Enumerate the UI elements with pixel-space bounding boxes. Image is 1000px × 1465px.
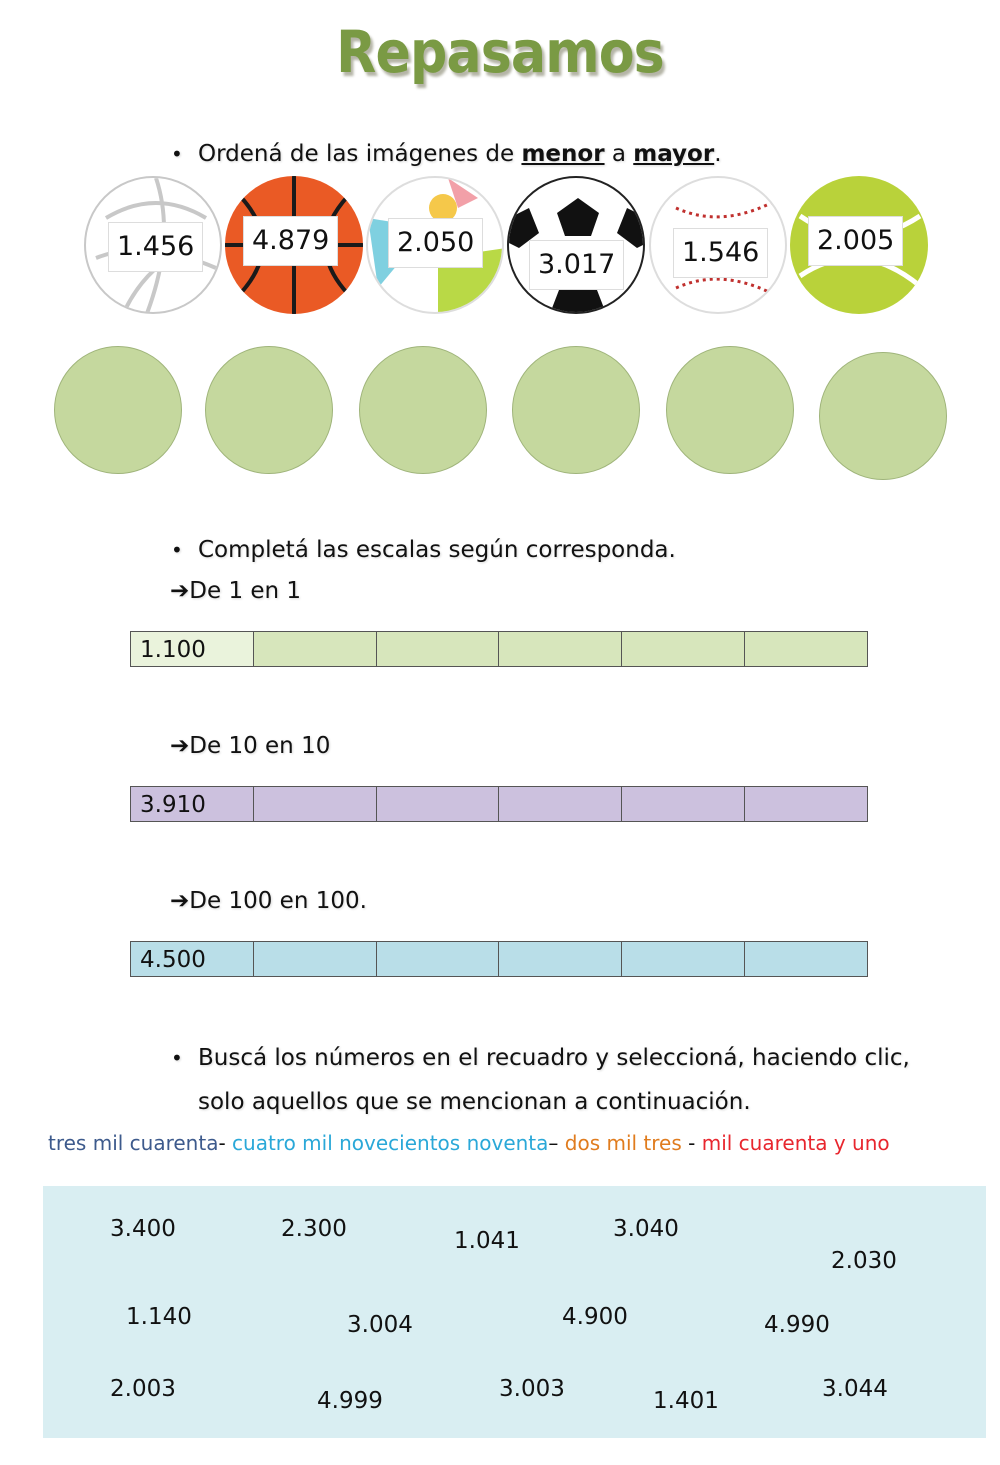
scale-input[interactable] [622, 942, 745, 976]
scale-input[interactable] [377, 787, 500, 821]
number-option[interactable]: 3.400 [110, 1216, 176, 1242]
scale-row [130, 786, 868, 822]
page-title: Repasamos [336, 18, 664, 86]
instruction-order: • Ordená de las imágenes de menor a mayor. [198, 132, 722, 176]
instruction-scales: • Completá las escalas según corresponda. [198, 528, 676, 572]
scale-input[interactable] [254, 787, 377, 821]
prompt-text: cuatro mil novecientos noventa [232, 1131, 549, 1155]
number-option[interactable]: 2.300 [281, 1216, 347, 1242]
number-option[interactable]: 4.990 [764, 1312, 830, 1338]
scale-start: 4.500 [131, 942, 254, 976]
drop-target[interactable] [512, 346, 640, 474]
number-option[interactable]: 1.140 [126, 1304, 192, 1330]
scale-input[interactable] [254, 632, 377, 666]
number-option[interactable]: 4.900 [562, 1304, 628, 1330]
volleyball-icon[interactable] [84, 176, 222, 314]
ball-value: 4.879 [243, 216, 338, 266]
number-option[interactable]: 3.004 [347, 1312, 413, 1338]
ball-value: 1.546 [673, 228, 768, 278]
scale-start: 3.910 [131, 787, 254, 821]
drop-target[interactable] [205, 346, 333, 474]
instruction-search: • Buscá los números en el recuadro y seleccioná, haciendo clic, solo aquellos que se mencionan a continuación. [198, 1036, 910, 1124]
drop-target[interactable] [359, 346, 487, 474]
scale-input[interactable] [377, 632, 500, 666]
scale-input[interactable] [254, 942, 377, 976]
number-option[interactable]: 2.003 [110, 1376, 176, 1402]
scale-input[interactable] [499, 632, 622, 666]
scale-row [130, 631, 868, 667]
scale-input[interactable] [499, 787, 622, 821]
prompt-text: mil cuarenta y uno [701, 1131, 890, 1155]
number-option[interactable]: 3.044 [822, 1376, 888, 1402]
ball-value: 3.017 [529, 240, 624, 290]
scale-label-3: ➔De 100 en 100. [170, 888, 367, 914]
scale-input[interactable] [622, 787, 745, 821]
number-option[interactable]: 2.030 [831, 1248, 897, 1274]
number-option[interactable]: 1.401 [653, 1388, 719, 1414]
drop-target[interactable] [819, 352, 947, 480]
ball-value: 2.050 [388, 218, 483, 268]
scale-label-1: ➔De 1 en 1 [170, 578, 302, 604]
prompt-text: tres mil cuarenta [48, 1131, 219, 1155]
scale-input[interactable] [622, 632, 745, 666]
scale-row [130, 941, 868, 977]
scale-label-2: ➔De 10 en 10 [170, 733, 331, 759]
baseball-icon[interactable] [649, 176, 787, 314]
number-option[interactable]: 3.003 [499, 1376, 565, 1402]
prompt-text: dos mil tres [564, 1131, 682, 1155]
ball-value: 1.456 [108, 222, 203, 272]
tennis-ball-icon[interactable] [790, 176, 928, 314]
scale-input[interactable] [745, 787, 867, 821]
drop-target[interactable] [54, 346, 182, 474]
scale-input[interactable] [745, 632, 867, 666]
number-option[interactable]: 1.041 [454, 1228, 520, 1254]
scale-input[interactable] [745, 942, 867, 976]
number-option[interactable]: 4.999 [317, 1388, 383, 1414]
basketball-icon[interactable] [225, 176, 363, 314]
scale-start: 1.100 [131, 632, 254, 666]
ball-value: 2.005 [808, 216, 903, 266]
beach-ball-icon[interactable] [366, 176, 504, 314]
drop-target[interactable] [666, 346, 794, 474]
number-prompts: tres mil cuarenta- cuatro mil novecientos noventa– dos mil tres - mil cuarenta y uno [48, 1131, 890, 1155]
scale-input[interactable] [377, 942, 500, 976]
number-search-box [43, 1186, 986, 1438]
scale-input[interactable] [499, 942, 622, 976]
number-option[interactable]: 3.040 [613, 1216, 679, 1242]
soccer-ball-icon[interactable] [507, 176, 645, 314]
